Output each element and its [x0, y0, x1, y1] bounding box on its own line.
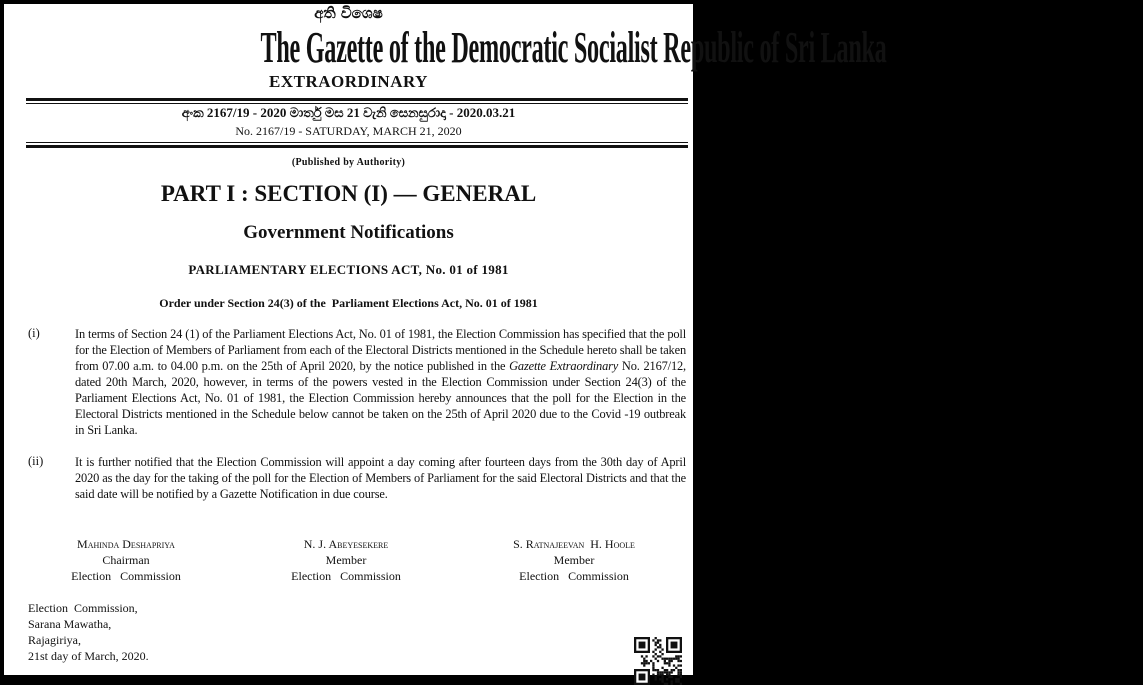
- signatory-role: Member: [553, 553, 595, 567]
- signatory-role: Chairman: [102, 553, 150, 567]
- sinhala-issue-line: අංක 2167/19 - 2020 මාර්තු මස 21 වැනි සෙනසුරාදා - 2020.03.21: [181, 105, 516, 120]
- paragraph-ii: [28, 454, 686, 502]
- gazette-reference: Gazette Extraordinary: [509, 359, 619, 373]
- signatory-chairman: [16, 536, 236, 584]
- paragraph-text-part: In terms of Section 24 (1) of the Parliament Elections Act, No. 01 of 1981, the Election Commission has specified that the poll for the Election of Members of Parliament from each of the Electoral Districts mentioned in the Schedule hereto shall be taken from 07.00 a.m. to 04.00 p.m. on the 25th of April 2020, by the notice published in the: [75, 327, 686, 373]
- issue-line: No. 2167/19 - SATURDAY, MARCH 21, 2020: [235, 124, 462, 138]
- paragraph-label: (ii): [28, 454, 44, 468]
- published-by-authority: (Published by Authority): [291, 157, 406, 168]
- address-line: Election Commission,: [28, 601, 138, 615]
- signatory-name: S. Ratnajeevan H. Hoole: [513, 537, 635, 551]
- divider: [26, 103, 688, 104]
- signatory-org: Election Commission: [71, 569, 181, 583]
- signatory-member-2: [464, 536, 684, 584]
- act-heading: PARLIAMENTARY ELECTIONS ACT, No. 01 of 1981: [188, 262, 509, 277]
- part-heading: PART I : SECTION (I) — GENERAL: [160, 181, 537, 206]
- section-heading: Government Notifications: [243, 222, 454, 243]
- paragraph-text-part: No. 2167/12, dated 20th March, 2020, however, in terms of the powers vested in the Election Commission under Section 24(3) of the Parliament Elections Act, No. 01 of 1981, the Election Commission hereby announces that the poll for the Election in the Electoral Districts mentioned in the Schedule below cannot be taken on the 25th of April 2020 due to the Covid -19 outbreak in Sri Lanka.: [75, 359, 687, 437]
- paragraph-i: [28, 326, 686, 438]
- signatory-name: Mahinda Deshapriya: [77, 537, 175, 551]
- order-heading: Order under Section 24(3) of the Parliament Elections Act, No. 01 of 1981: [159, 296, 538, 310]
- address-block: [28, 600, 149, 664]
- paragraph-label: (i): [28, 326, 40, 340]
- gazette-title-text: The Gazette of the Democratic Socialist Republic of Sri Lanka: [260, 23, 887, 72]
- gazette-title: [4, 22, 887, 72]
- signatory-org: Election Commission: [519, 569, 629, 583]
- divider: [26, 98, 688, 101]
- signatory-member-1: [236, 536, 456, 584]
- address-line: Sarana Mawatha,: [28, 617, 112, 631]
- signatory-role: Member: [325, 553, 367, 567]
- qr-code-icon: [634, 637, 682, 685]
- sinhala-masthead: අති විශෙෂ: [314, 4, 383, 22]
- gazette-page: [4, 4, 887, 675]
- divider: [26, 145, 688, 148]
- signatory-name: N. J. Abeyesekere: [303, 537, 389, 551]
- extraordinary-label: EXTRAORDINARY: [269, 72, 428, 91]
- address-line: Rajagiriya,: [28, 633, 81, 647]
- address-line: 21st day of March, 2020.: [28, 649, 149, 663]
- signatory-org: Election Commission: [291, 569, 401, 583]
- paragraph-text: It is further notified that the Election Commission will appoint a day coming after fourteen days from the 30th day of April 2020 as the day for the taking of the poll for the Election of Members of Parliament for the said Electoral Districts and that the said date will be notified by a Gazette Notification in due course.: [75, 455, 686, 501]
- divider: [26, 142, 688, 143]
- paragraph-text: [75, 326, 686, 438]
